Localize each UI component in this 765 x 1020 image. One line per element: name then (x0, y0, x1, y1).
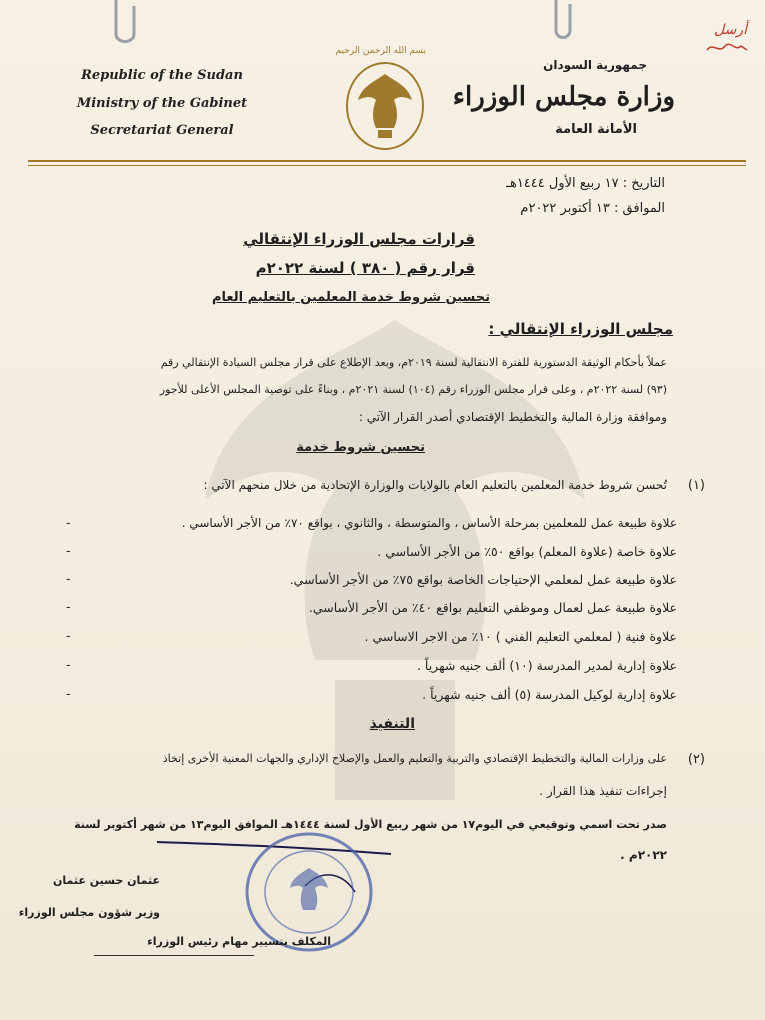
header-divider (28, 165, 746, 166)
preamble-line: عملاً بأحكام الوثيقة الدستورية للفترة الانتقالية لسنة ٢٠١٩م، وبعد الإطلاع على قرار مجلس السيادة الإنتقالي رقم (160, 356, 667, 369)
closing-statement: صدر تحت اسمي وتوقيعي في اليوم١٧ من شهر ربيع الأول لسنة ١٤٤٤هـ الموافق اليوم١٣ من شهر أكتوبر لسنة (74, 818, 667, 831)
council-heading: مجلس الوزراء الإنتقالي : (488, 320, 673, 338)
handwritten-mark (705, 40, 749, 56)
signatory-role-acting-pm: المكلف بتسيير مهام رئيس الوزراء (147, 935, 331, 948)
decision-number: قرار رقم ( ٣٨٠ ) لسنة ٢٠٢٢م (255, 259, 475, 277)
header-arabic-ministry: وزارة مجلس الوزراء (452, 82, 675, 112)
allowance-item: علاوة طبيعة عمل للمعلمين بمرحلة الأساس ، والمتوسطة ، والثانوي ، بواقع ٧٠٪ من الأجر الأساسي . (181, 516, 677, 530)
watermark-emblem (185, 300, 605, 820)
date-line: التاريخ : ١٧ ربيع الأول ١٤٤٤هـ (506, 176, 665, 191)
paperclip-icon (546, 0, 580, 48)
bullet-dash: - (66, 687, 71, 702)
allowance-item: علاوة طبيعة عمل لعمال وموظفي التعليم بواقع ٤٠٪ من الأجر الأساسي. (308, 600, 677, 615)
item-number: (١) (687, 478, 705, 493)
bullet-dash: - (66, 572, 71, 587)
closing-statement-year: ٢٠٢٢م . (620, 848, 667, 862)
decisions-title: قرارات مجلس الوزراء الإنتقالي (243, 230, 475, 248)
bullet-dash: - (66, 600, 71, 615)
item-text: على وزارات المالية والتخطيط الإقتصادي والتربية والتعليم والعمل والإصلاح الإداري والجهات المعنية الأخرى إتخاذ (162, 752, 667, 765)
header-english-secretariat: Secretariat General (90, 123, 234, 138)
signatory-name: عثمان حسين عثمان (53, 874, 160, 887)
item-text: تُحسن شروط خدمة المعلمين بالتعليم العام بالولايات والوزارة الإتحادية من خلال منحهم الآتي : (203, 478, 667, 492)
preamble-line: وموافقة وزارة المالية والتخطيط الإقتصادي أصدر القرار الآتي : (358, 410, 667, 424)
header-arabic-country: جمهورية السودان (543, 58, 647, 72)
item-text-continued: إجراءات تنفيذ هذا القرار . (539, 784, 667, 798)
header-english-country: Republic of the Sudan (81, 68, 243, 83)
corresponding-date-line: الموافق : ١٣ أكتوبر ٢٠٢٢م (520, 201, 665, 216)
header-english-ministry: Ministry of the Gabinet (76, 96, 248, 111)
bullet-dash: - (66, 658, 71, 673)
header-divider (28, 160, 746, 162)
basmala: بسم الله الرحمن الرحيم (335, 46, 426, 56)
allowance-item: علاوة فنية ( لمعلمي التعليم الفني ) ١٠٪ من الاجر الاساسي . (364, 629, 677, 644)
preamble-line: (٩٣) لسنة ٢٠٢٢م ، وعلى قرار مجلس الوزراء رقم (١٠٤) لسنة ٢٠٢١م ، وبناءً على توصية المجلس الأعلى للأجور (159, 383, 667, 396)
signature-underline (94, 955, 254, 956)
section-heading: تحسين شروط خدمة (296, 440, 425, 455)
allowance-item: علاوة إدارية لوكيل المدرسة (٥) ألف جنيه شهرياً . (422, 687, 677, 702)
allowance-item: علاوة طبيعة عمل لمعلمي الإحتياجات الخاصة بواقع ٧٥٪ من الأجر الأساسي. (289, 572, 677, 587)
handwritten-note: أرسل (714, 22, 747, 38)
signatory-role: وزير شؤون مجلس الوزراء (18, 906, 160, 919)
bullet-dash: - (66, 629, 71, 644)
state-emblem (344, 60, 426, 152)
allowance-item: علاوة إدارية لمدير المدرسة (١٠) ألف جنيه شهرياً . (416, 658, 677, 673)
decision-subject: تحسين شروط خدمة المعلمين بالتعليم العام (212, 290, 490, 305)
section-heading: التنفيذ (369, 716, 415, 732)
item-number: (٢) (687, 752, 705, 767)
bullet-dash: - (66, 516, 71, 531)
paperclip-icon (108, 0, 142, 48)
header-arabic-secretariat: الأمانة العامة (555, 122, 637, 137)
allowance-item: علاوة خاصة (علاوة المعلم) بواقع ٥٠٪ من الأجر الأساسي . (377, 544, 677, 559)
bullet-dash: - (66, 544, 71, 559)
